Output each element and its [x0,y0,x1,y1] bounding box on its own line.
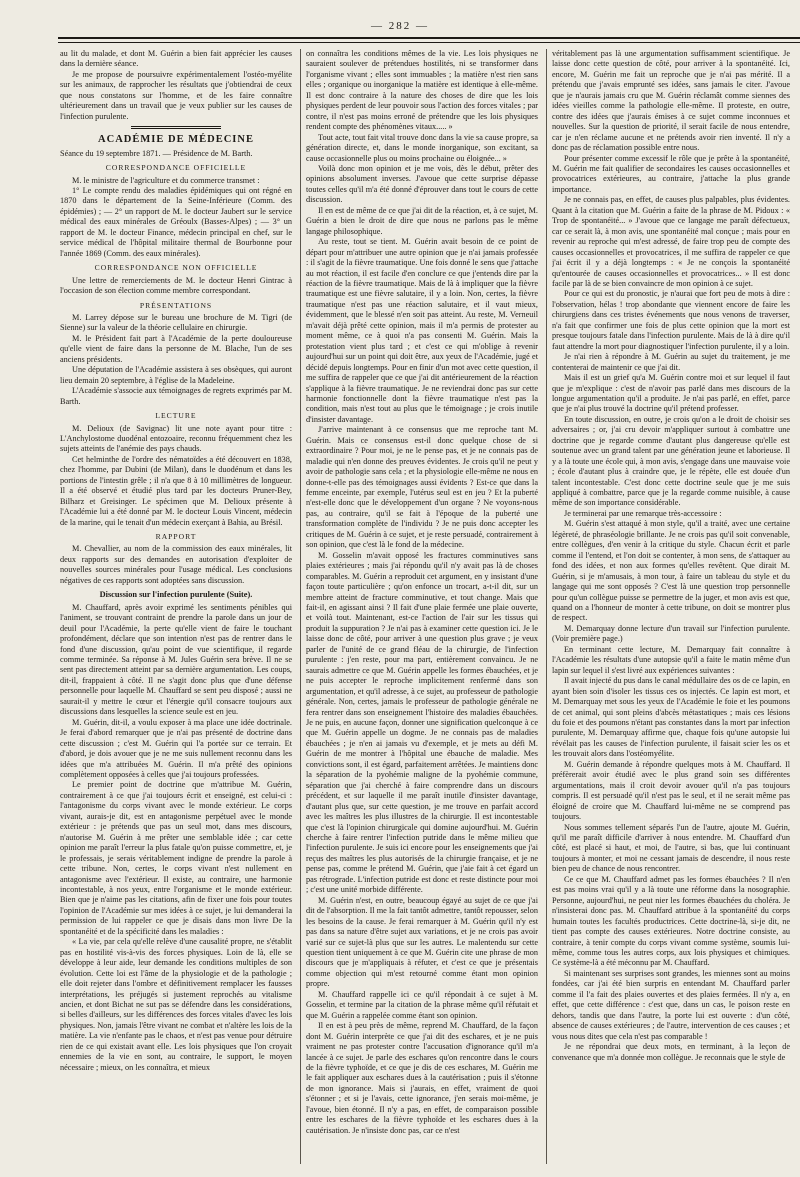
paragraph: Au reste, tout se tient. M. Guérin avait besoin de ce point de départ pour m'attribuer une autre opinion que je n'ai jamais professée : il s'agit de la fièvre traumatique. Une fois donné le sens que j'attache au mot réaction, il est facile d'en conclure ce que j'entends dire par la réaction de la fièvre traumatique. Mais de là à impliquer que la fièvre traumatique est une fièvre salutaire, il y a loin. Non, certes, la fièvre traumatique n'est pas une réaction salutaire, et il vaut mieux, évidemment, que le blessé n'en soit pas atteint. Au reste, M. Verneuil m'avait déjà prêté cette opinion, mais il m'a permis de protester au moment même, ce à quoi n'a pas consenti M. Guérin. Mais la protestation vient plus tard ; et c'est ce qui m'oblige à revenir aujourd'hui sur un point qui doit être, aux yeux de l'Académie, jugé et décidé depuis longtemps. Pour en finir d'un mot avec cette question, il me suffira de rappeler que ce que j'ai dit antérieurement de la réaction s'applique à la fièvre traumatique. Je ne reviendrai donc pas sur cette harmonie fonctionnelle dont la fièvre traumatique n'est pas la condition, mais n'est tout au plus que le témoignage ; je crois inutile d'insister davantage. [306,237,538,424]
paragraph: on connaîtra les conditions mêmes de la vie. Les lois physiques ne sauraient soulever de prétendues hostilités, ni se transformer dans l'organisme vivant ; elles sont immuables ; la matière n'est rien sans elles ; organique ou inorganique la matière est identique à elle-même. Il est donc contraire à la nature des choses de dire que les lois physiques perdent de leur pouvoir sous l'action des forces vitales ; par contre, il n'est pas moins erroné de prétendre que les lois physiques rendent compte des phénomènes vitaux..... » [306,49,538,132]
paragraph: M. Demarquay donne lecture d'un travail sur l'infection purulente. (Voir première page.) [552,623,790,644]
subheading: PRÉSENTATIONS [139,300,213,310]
column-1 [60,49,292,1169]
header-rule-thin [58,42,800,43]
column-separator [546,49,547,1164]
page-number: — 282 — [371,20,429,32]
paragraph: Voilà donc mon opinion et je me vois, dès le début, prêter des opinions absolument inverses. J'avoue que cette surprise dépasse toutes celles qu'il m'a été donné d'éprouver dans tout le cours de cette discussion. [306,163,538,205]
paragraph: J'arrive maintenant à ce consensus que me reproche tant M. Guérin. Mais ce consensus est-il donc quelque chose de si extraordinaire ? Pour moi, je ne le pense pas, et je ne connais pas de maladie qui n'en donne des preuves évidentes. Je crois qu'il ne peut y avoir de pathologie sans cela ; et la physiologie elle-même ne nous en donne-t-elle pas des témoignages aussi évidents ? Est-ce que dans la femme enceinte, par exemple, l'utérus seul est en jeu ? Et la puberté n'est-elle donc que le développement d'un organe ? Ne voyons-nous pas, au contraire, qu'il se fait à l'époque de la puberté une transformation complète de l'individu ? Je ne puis donc accepter les critiques de M. Guérin à ce sujet, et je reste persuadé, contrairement à son opinion, que c'est là le fond de la médecine. [306,425,538,550]
paragraph: En toute discussion, en outre, je crois qu'on a le droit de choisir ses adversaires ; or, j'ai cru devoir m'appliquer surtout à combattre une doctrine que je regarde comme d'autant plus dangereuse qu'elle est soutenue avec un grand talent par une génération jeune et laborieuse. Il y a là toute une école qui, à mon avis, s'engage dans une mauvaise voie ; école d'autant plus à craindre que, je le répète, elle est douée d'un talent incontestable. C'est donc cette doctrine seule que je me suis appliqué à combattre, parce que je la regarde comme nuisible, à cause même de son importance considérable. [552,414,790,508]
paragraph: M. Guérin demande à répondre quelques mots à M. Chauffard. Il préfèrerait avoir étudié avec le plus grand soin ses différentes argumentations, mais il croit devoir avouer qu'il n'a pas toujours compris. Il est persuadé qu'il n'est pas le seul, et il ne serait même pas éloigné de croire que M. Chauffard lui-même ne se comprend pas toujours. [552,759,790,822]
section-title: ACADÉMIE DE MÉDECINE [98,134,254,146]
paragraph: M. Guérin s'est attaqué à mon style, qu'il a traité, avec une certaine légèreté, de phraséologie brillante. Je ne crois pas qu'il soit convenable, entre collègues, d'en venir à la critique du style. Chacun écrit et parle comme il l'entend, et l'on doit se contenter, à mon sens, de s'attaquer au fond des idées, et non aux formes qu'elles revêtent. Que dirait M. Guérin, si je m'amusais, à mon tour, à faire un tableau du style et du langage qui me sont opposés ? C'est là une question trop personnelle pour qu'un collègue puisse se permettre de la juger, et mon avis est que, quand on a l'honneur de monter à cette tribune, on doit se montrer plus de respect. [552,519,790,623]
paragraph: En terminant cette lecture, M. Demarquay fait connaître à l'Académie les résultats d'une autopsie qu'il a faite le matin même d'un lapin sur lequel il s'est livré aux expériences suivantes : [552,644,790,675]
paragraph: Nous sommes tellement séparés l'un de l'autre, ajoute M. Guérin, qu'il me paraît difficile d'arriver à nous entendre. M. Chauffard d'un côté, est placé si haut, et moi, de l'autre, si bas, que lui continuant toujours à monter, et moi ne cessant jamais de descendre, il nous reste bien peu de chance de nous rencontrer. [552,822,790,874]
paragraph: Je me propose de poursuivre expérimentalement l'ostéo-myélite sur les animaux, de rapprocher les résultats que j'obtiendrai de ceux que nous constatons sur l'homme, et de les faire connaître ultérieurement dans un travail que je veux publier sur les causes de l'infection purulente. [60,69,292,121]
session-line: Séance du 19 septembre 1871. — Présidence de M. Barth. [60,148,253,158]
paragraph: M. le ministre de l'agriculture et du commerce transmet : [72,175,260,185]
paragraph: M. Chauffard, après avoir exprimé les sentiments pénibles qui l'animent, se trouvant contraint de prendre la parole dans un jour de deuil pour l'Académie, la perte qu'elle vient de faire le touchant profondément, déclare que son intention n'est pas de rentrer dans le fond d'une discussion, qu'au point de vue scientifique, il regarde comme terminée. Sa réponse à M. Jules Guérin sera brève. Il ne se sent pas directement atteint par sa dernière argumentation. Les coups, dit-il, frappaient à côté. Il ne s'agit donc plus que d'une défense personnelle pour laquelle M. Chauffard se sent peu disposé ; aussi ne saurait-il y mettre le cœur et l'énergie qu'il consacre toujours aux discussions dans lesquelles la science seule est en jeu. [60,602,292,717]
subheading: LECTURE [155,411,197,421]
paragraph: M. Guérin, dit-il, a voulu exposer à ma place une idée doctrinale. Je ferai d'abord remarquer que je n'ai pas présenté de doctrine dans cette discussion ; c'est M. Guérin qui l'a portée sur ce terrain. Et d'abord, je dois avouer que je ne me suis nullement reconnu dans les idées que m'a attribuées M. Guérin. Il m'a prêté des opinions complètement opposées à celles que j'ai toujours professées. [60,717,292,779]
section-divider [131,126,221,129]
paragraph: Il avait injecté du pus dans le canal médullaire des os de ce lapin, en ayant bien soin d'isoler les tissus ces os injectés. Ce lapin est mort, et M. Demarquay met sous les yeux de l'Académie le foie et les poumons de cet animal, qui sont pleins d'abcès métastatiques ; mais ces lésions du foie et des poumons n'étant pas constantes dans la mort par infection purulente, M. Demarquay affirme que, chaque fois qu'une autopsie lui révélait pas les causes de l'infection purulente, il faisait scier les os et les trouvait alors dans l'ostéomyélite. [552,676,790,759]
paragraph: L'Académie s'associe aux témoignages de regrets exprimés par M. Barth. [60,386,292,406]
paragraph: Si maintenant ses surprises sont grandes, les miennes sont au moins fondées, car j'ai été bien surpris en entendant M. Chauffard parler comme il l'a fait des plaies ouvertes et des plaies fermées. Il n'y a, en effet, que cette différence : c'est que, dans un cas, le poison reste en dehors, tandis que dans l'autre, la porte lui est ouverte : d'un côté, absence de causes extérieures ; de l'autre, intervention de ces causes ; et vous nous dites que cela n'est pas comparable ! [552,968,790,1041]
column-separator [300,49,301,1164]
subheading: RAPPORT [155,532,197,542]
paragraph: M. le Président fait part à l'Académie de la perte douloureuse qu'elle vient de faire dans la personne de M. Blache, l'un de ses anciens présidents. [60,333,292,364]
paragraph: véritablement pas là une argumentation suffisamment scientifique. Je laisse donc cette question de côté, pour arriver à la spontanéité. Ici, encore, M. Guérin me fait un reproche que je n'ai pas mérité. Il a prétendu que j'avais emprunté ses idées, sans jamais le citer. J'avoue que je n'aurais jamais cru que M. Guérin réclamât comme siennes des idées vieilles comme la pathologie elle-même. Il proteste, en outre, contre des idées que j'aurais émises à ce sujet comme inconnues et nouvelles. Sur la question de priorité, il serait facile de nous entendre, car je n'en réclame aucune et ne prétends avoir rien inventé. Il n'y a donc pas de réclamation possible entre nous. [552,49,790,153]
paragraph: Cet helminthe de l'ordre des nématoïdes a été découvert en 1838, chez l'homme, par Dubini (de Milan), dans le duodénum et dans les portions de l'intestin grêle ; il n'a que 8 à 10 millimètres de longueur. Il a été observé et étudié plus tard par les docteurs Pruner-Bey, Bilharz et Greisinger. Le spécimen que M. Delioux présente à l'Académie lui a été donné par M. le docteur Louis Vincent, médecin de la marine, qui le tenait d'un médecin exerçant à Bahia, au Brésil. [60,454,292,527]
paragraph: Je terminerai par une remarque très-accessoire : [564,508,722,518]
subheading: Discussion sur l'infection purulente (Suite). [99,590,253,600]
paragraph: M. Delioux (de Savignac) lit une note ayant pour titre : L'Anchylostome duodénal entozoaire, reconnu fréquemment chez les sujets atteints de l'anémie des pays chauds. [60,423,292,454]
paragraph: « La vie, par cela qu'elle relève d'une causalité propre, ne s'établit pas en hostilité vis-à-vis des forces physiques. Loin de là, elle se développe à leur aide, leur demande les conditions multiples de son évolution. Cette loi est l'âme de la physiologie et de la pathologie ; elle doit rejeter dans l'ombre et définitivement remplacer les fausses interprétations, les préjugés si justement reprochés au vitalisme ancien, et dont Bichat ne sut pas se défendre dans les considérations, si belles d'ailleurs, sur les différences des forces vitales d'avec les lois physiques. Non, jamais l'être vivant ne combat et n'altère les lois de la matière. La vie n'enfante pas le chaos, et n'est pas venue pour détruire rien de ce qui existait avant elle. Les lois physiques que l'on croyait ennemies de la vie en sont, au contraire, le support, le moyen nécessaire ; mieux, on les connaîtra, et mieux [60,937,292,1072]
paragraph: Pour ce qui est du pronostic, je n'aurai que fort peu de mots à dire : l'observation, hélas ! trop abondante que viennent encore de faire les chirurgiens dans ces tristes événements que nous venons de traverser, n'a fait que confirmer une fois de plus cette opinion que la mort est presque toujours fatale dans l'infection purulente. Mais de là à dire qu'il faut attendre la mort pour diagnostiquer l'infection purulente, il y a loin. [552,289,790,351]
paragraph: au lit du malade, et dont M. Guérin a bien fait apprécier les causes dans la dernière séance. [60,49,292,69]
paragraph: Mais il est un grief qu'a M. Guérin contre moi et sur lequel il faut que je m'explique : c'est de n'avoir pas parlé dans mes discours de la longue argumentation qu'il a produite. Je n'ai pas parlé, en effet, parce que je n'ai plus trouvé la doctrine qu'il prétend professer. [552,373,790,414]
paragraph: Le premier point de doctrine que m'attribue M. Guérin, contrairement à ce que j'ai toujours écrit et enseigné, est celui-ci : l'antagonisme du corps vivant avec le monde extérieur. Le corps vivant, aurais-je dit, est en antagonisme perpétuel avec le monde extérieur : je prétends que pas un seul mot, dans mes discours, n'autorise M. Guérin à me prêter une semblable idée ; car cette opinion me paraît l'erreur la plus fatale qu'on puisse commettre, et, je le professais, je serais véritablement indigne de prendre la parole à cette tribune. Non, certes, le corps vivant n'est nullement en antagonisme avec l'extérieur. Il existe, au contraire, une harmonie incontestable, à nos yeux, entre l'organisme et le monde extérieur. Bien que je n'aime pas les citations, afin de fixer une fois pour toutes l'opinion de l'Académie sur mes idées à ce sujet, je lui demanderai la permission de lui rappeler ce que je disais dans mon livre De la spontanéité et de la spécificité dans les maladies : [60,780,292,936]
paragraph: 1° Le compte rendu des maladies épidémiques qui ont régné en 1870 dans le département de la Seine-Inférieure (Comm. des épidémies) ; — 2° un rapport de M. le docteur Jaubert sur le service médical des eaux minérales de Gréoulx (Basses-Alpes) ; — 3° un rapport de M. le docteur Finance, médecin principal en chef, sur le service médical de l'hôpital militaire thermal de Bourbonne pour l'année 1869 (Comm. des eaux minérales). [60,185,292,258]
paragraph: M. Gosselin m'avait opposé les fractures comminutives sans plaies extérieures ; mais j'ai répondu qu'il n'y avait pas là de choses comparables. M. Guérin a reproduit cet argument, en y insistant d'une façon toute particulière ; qu'on enfonce un trocart, a-t-il dit, sur un membre atteint de fracture comminutive, et tout change. Mais que fait-il, en agissant ainsi ? Il fait d'une plaie fermée une plaie ouverte, et voilà tout. Maintenant, est-ce l'action de l'air sur les tissus qui produit la suppuration ? Je n'ai pas à examiner cette question ici. Je le laisse donc de côté, pour arriver à une question plus grave ; je veux parler de l'unité de ce grand fléau de la chirurgie, de l'infection purulente : j'en reste, pour ma part, entièrement convaincu. Je ne saurais admettre ce que M. Guérin appelle les formes ébauchées, et je ne puis accepter le reproche implicitement renfermé dans son argumentation, et qu'il adresse, à ce sujet, au professeur de pathologie générale. Non, certes, jamais le professeur de pathologie générale ne fera rentrer dans son enseignement l'histoire des maladies ébauchées. Je ne puis, en aucune façon, donner une signification quelconque à ce que M. Guérin appelle un dogme. Je ne connais pas de maladies ébauchées ; je n'en ai jamais vu d'exemple, et je mets au défi M. Guérin de me montrer à l'hôpital une ébauche de maladie. Mes convictions sont, il est égard, parfaitement arrêtées. Je maintiens donc la séparation de la pyohémie maligne de la pyohémie commune, séparation que j'ai cherché à faire comprendre dans un discours précédent, et sur laquelle il me paraît inutile d'insister davantage, d'autant plus que, sur cette question, je me trouve en parfait accord avec les maîtres les plus illustres de la chirurgie. Il est incontestable que c'est là l'opinion chirurgicale qui domine aujourd'hui. M. Guérin cherche à faire rentrer l'infection putride dans le même milieu que l'infection purulente. Je suis ici encore pour les enseignements que j'ai reçus des maîtres les plus autorisés de la chirurgie française, et je ne pense pas, comme le prétend M. Guérin, que j'aie fait à cet égard un pas rétrograde. L'infection putride est donc et reste distincte pour moi ; c'est une unité morbide différente. [306,550,538,895]
paragraph: Tout acte, tout fait vital trouve donc dans la vie sa cause propre, sa génération directe, et, dans le monde inorganique, son excitant, sa cause occasionnelle plus ou moins prochaine ou éloignée... » [306,132,538,163]
paragraph: Pour présenter comme excessif le rôle que je prête à la spontanéité, M. Guérin me fait qualifier de secondaires les causes occasionnelles et provocatrices extérieures, au contraire, j'attache la plus grande importance. [552,153,790,194]
paragraph: M. Guérin n'est, en outre, beaucoup égayé au sujet de ce que j'ai dit de l'absorption. Il me la fait tantôt admettre, tantôt repousser, selon les besoins de la cause. Je ferai remarquer à M. Guérin qu'il n'y est pas dans sa nature d'être sujet aux variations, et je ne crois pas avoir varié sur ce sujet-là plus que sur les autres. Le malentendu sur cette question tient uniquement à ce que M. Guérin cite une phrase de mon discours que je m'appliquais à réfuter, et c'est ce que je présentais comme objection qui m'est retourné comme étant mon opinion propre. [306,895,538,989]
paragraph: Il en est à peu près de même, reprend M. Chauffard, de la façon dont M. Guérin interprète ce que j'ai dit des eschares, et je ne puis vraiment ne pas protester contre l'accusation d'ignorance qu'il m'a lancée à ce sujet. Je parle des eschares qu'on rencontre dans le cours de la fièvre typhoïde, et ce que je dis de ces eschares, M. Guérin me le fait appliquer aux eschares dues à la cautérisation ; puis il s'étonne de mon ignorance. Mais si j'aurais, en effet, vraiment de quoi s'étonner ; et si je l'avais, cette ignorance, j'en serais moi-même, je l'avoue, bien étonné. Il n'y a pas, en effet, de comparaison possible entre les eschares de la fièvre typhoïde et les eschares dues à la cautérisation. Je n'insiste donc pas, car ce n'est [306,1021,538,1135]
paragraph: Je ne connais pas, en effet, de causes plus palpables, plus évidentes. Quant à la citation que M. Guérin a faite de la phrase de M. Pidoux : « Trop de spontanéité... » J'avoue que ce langage me paraît défectueux, car ce serait là, à mon avis, une spontanéité mal conçue ; mais pour en revenir au reproche qui m'est adressé, de faire trop peu de compte des causes occasionnelles et provocatrices, il me suffira de rappeler ce que j'ai écrit il y a déjà longtemps : « Je ne conçois la spontanéité qu'entourée de causes occasionnelles et provocatrices... » Il est donc facile par là de se bien convaincre de mon opinion à ce sujet. [552,195,790,288]
paragraph: M. Chauffard rappelle ici ce qu'il répondait à ce sujet à M. Gosselin, et termine par la citation de la phrase même qu'il réfutait et que M. Guérin a rappelée comme étant son opinion. [306,989,538,1020]
paragraph: Ce ce que M. Chauffard admet pas les formes ébauchées ? Il n'en est pas moins vrai qu'il y a là toute une réforme dans la nosographie. Personne, aujourd'hui, ne peut nier les formes ébauchées du choléra. Je n'insisterai donc pas. M. Chauffard attribue à la spontanéité du corps humain toutes les facultés productrices. Cette doctrine-là, si-je dit, ne tient pas compte des causes extérieures. Notre doctrine consiste, au contraire, à tenir compte du corps vivant comme système, soumis lui-même, comme tous les autres corps, aux lois physiques et chimiques. Ce système-là a été méconnu par M. Chauffard. [552,874,790,968]
column-3 [552,49,790,1169]
subheading: CORRESPONDANCE OFFICIELLE [105,163,247,173]
paragraph: Je n'ai rien à répondre à M. Guérin au sujet du traitement, je me contenterai de maintenir ce que j'ai dit. [552,352,790,372]
paragraph: M. Larrey dépose sur le bureau une brochure de M. Tigri (de Sienne) sur la valeur de la théorie cellulaire en chirurgie. [60,312,292,333]
paragraph: Je ne répondrai que deux mots, en terminant, à la leçon de convenance que m'a donnée mon collègue. Je reconnais que le style de [552,1042,790,1062]
paragraph: Il en est de même de ce que j'ai dit de la réaction, et, à ce sujet, M. Guérin a bien le droit de dire que nous ne parlons pas le même langage philosophique. [306,205,538,236]
column-2 [306,49,538,1169]
paragraph: M. Chevallier, au nom de la commission des eaux minérales, lit deux rapports sur des demandes en autorisation d'exploiter de nouvelles sources minérales pour l'usage médical. Les conclusions négatives de ces rapports sont adoptées sans discussion. [60,544,292,585]
subheading: CORRESPONDANCE NON OFFICIELLE [94,263,258,273]
paragraph: Une lettre de remerciements de M. le docteur Henri Gintrac à l'occasion de son élection comme membre correspondant. [60,275,292,296]
paragraph: Une députation de l'Académie assistera à ses obsèques, qui auront lieu demain 20 septembre, à l'église de la Madeleine. [60,365,292,385]
header-rule [58,37,800,39]
